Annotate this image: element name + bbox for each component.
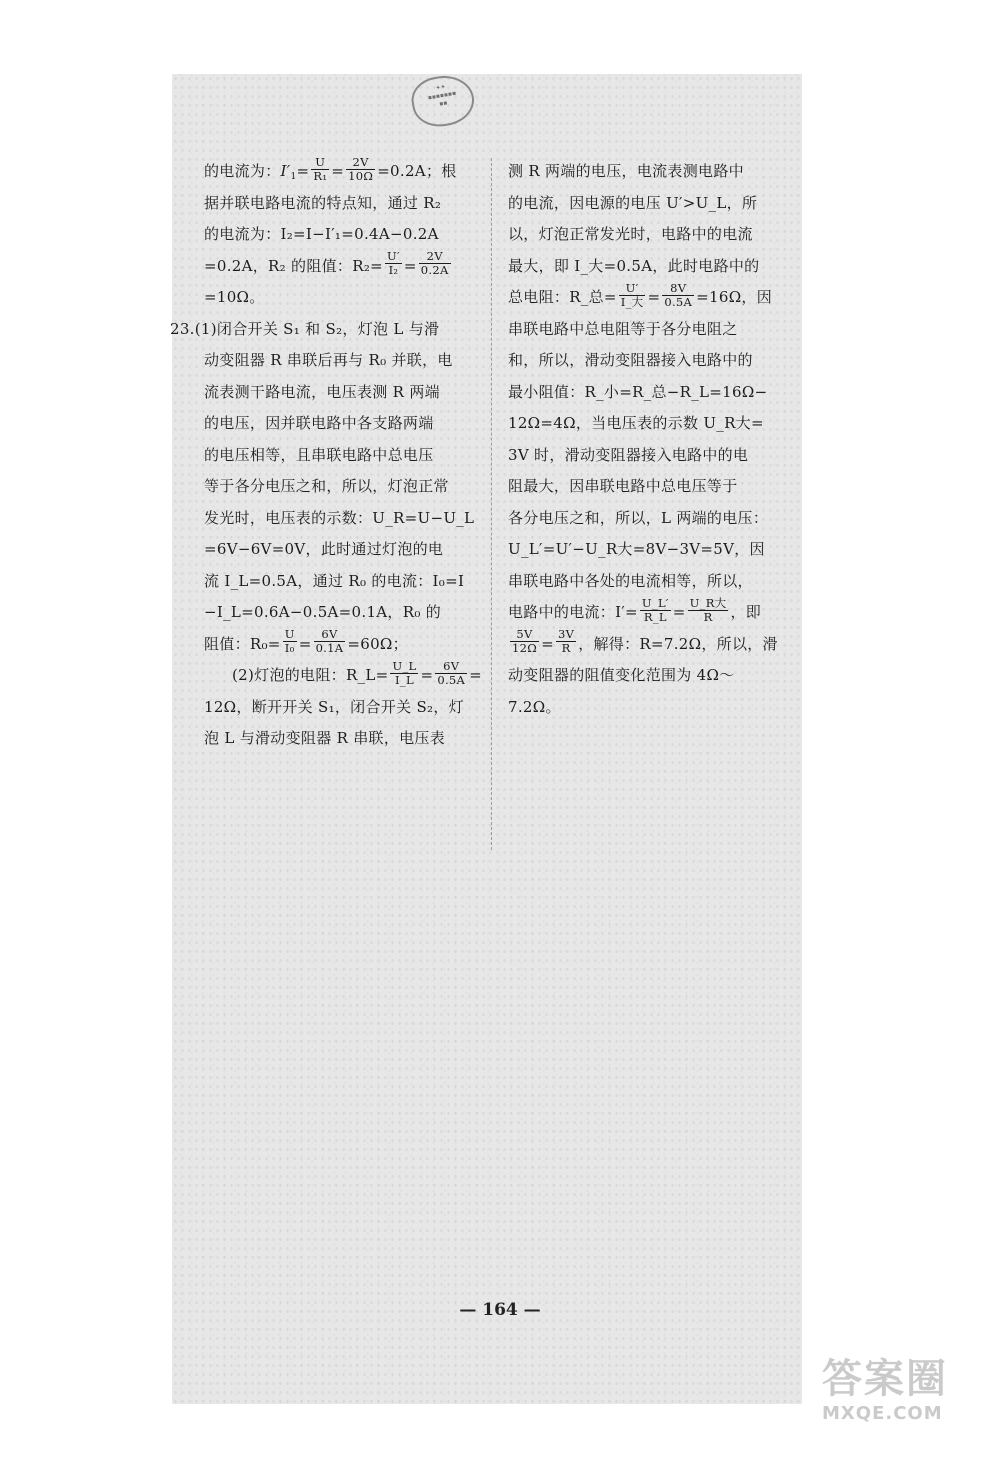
text-line: 最小阻值：R_小=R_总−R_L=16Ω− xyxy=(508,382,768,401)
text-line: $\frac{5V}{12\Omega}$ = $\frac{3V}{R}$ ，解得：R=7.2Ω，所以，滑 xyxy=(512,627,778,655)
fraction: $\frac{6V}{0.1A}$ xyxy=(315,627,344,655)
text-line: 的电压，因并联电路中各支路两端 xyxy=(204,414,434,432)
text-line: 发光时，电压表的示数：U_R=U−U_L xyxy=(204,508,475,527)
text-line: 串联电路中总电阻等于各分电阻之 xyxy=(508,319,738,338)
question-number: 23. xyxy=(170,319,195,338)
fraction: $\frac{2V}{0.2A}$ xyxy=(420,249,449,277)
fraction: $\frac{U}{\text{I₀}}$ xyxy=(284,627,295,655)
fraction: $\frac{5V}{12\Omega}$ xyxy=(512,627,538,655)
watermark-url: MXQE.COM xyxy=(822,1403,943,1424)
right-column xyxy=(508,156,778,723)
text-line: 串联电路中各处的电流相等，所以， xyxy=(508,571,753,590)
fraction: $\frac{U'}{\text{I₂}}$ xyxy=(387,249,400,277)
text-segment: =0.2A，R₂ 的阻值：R₂= xyxy=(204,256,384,275)
site-watermark xyxy=(822,1355,992,1425)
text-line: 流 I_L=0.5A，通过 R₀ 的电流：I₀=I xyxy=(204,571,465,590)
left-column xyxy=(170,154,483,755)
text-line: 12Ω，断开开关 S₁，闭合开关 S₂，灯 xyxy=(204,697,464,716)
text-line: 测 R 两端的电压，电流表测电路中 xyxy=(508,162,744,180)
text-line: 阻最大，因串联电路中总电压等于 xyxy=(508,477,738,495)
text-line: (2)灯泡的电阻：R_L= $\frac{U\_L}{I\_L}$ = $\frac{6V}{0.5A}$ = xyxy=(232,658,483,687)
page-number: — 164 — xyxy=(459,1300,541,1320)
text-line: 3V 时，滑动变阻器接入电路中的电 xyxy=(508,445,749,464)
text-line: 的电流为：$I'_1=$ $\frac{U}{\text{R₁}}$ = $\frac{2V}{10\Omega}$ =0.2A；根 xyxy=(204,154,457,183)
text-line: 12Ω=4Ω，当电压表的示数 U_R大= xyxy=(508,414,764,432)
fraction: $\frac{2V}{10\Omega}$ xyxy=(348,154,374,183)
text-line: 据并联电路电流的特点知，通过 R₂ xyxy=(204,193,442,212)
text-line: 流表测干路电流，电压表测 R 两端 xyxy=(204,382,440,401)
fraction: $\frac{6V}{0.5A}$ xyxy=(437,658,466,687)
text-line: 7.2Ω。 xyxy=(508,697,561,716)
text-line: 总电阻：R_总= $\frac{U'}{\text{I\_大}}$ = $\frac{8V}{0.5A}$ =16Ω，因 xyxy=(508,280,773,309)
text-line: 阻值：R₀= $\frac{U}{\text{I₀}}$ = $\frac{6V}{0.1A}$ =60Ω； xyxy=(204,627,408,655)
fraction: $\frac{U'}{\text{I\_大}}$ xyxy=(620,280,644,309)
watermark-logo-text: 答案圈 xyxy=(822,1356,948,1402)
text-segment: 的电流为： xyxy=(204,162,281,180)
text-line: U_L′=U′−U_R大=8V−3V=5V，因 xyxy=(508,540,765,558)
text-segment: =0.2A；根 xyxy=(377,162,457,180)
fraction: $\frac{U\_L'}{R\_L}$ xyxy=(641,595,669,624)
text-line: 等于各分电压之和，所以，灯泡正常 xyxy=(204,477,449,495)
text-line: 的电压相等，且串联电路中总电压 xyxy=(204,445,434,464)
column-divider xyxy=(491,158,492,850)
text-line: 电路中的电流：I′= $\frac{U\_L'}{R\_L}$ = $\frac{\text{U\_R大}}{R}$ ，即 xyxy=(508,595,762,624)
text-line: 的电流为：I₂=I−I′₁=0.4A−0.2A xyxy=(204,225,439,243)
fraction: $\frac{8V}{0.5A}$ xyxy=(664,280,693,309)
text-line: =0.2A，R₂ 的阻值：R₂= $\frac{U'}{\text{I₂}}$ = $\frac{2V}{0.2A}$ xyxy=(204,249,449,277)
text-line: 各分电压之和，所以，L 两端的电压： xyxy=(508,508,769,527)
text-line: −I_L=0.6A−0.5A=0.1A，R₀ 的 xyxy=(204,603,441,621)
text-line: =6V−6V=0V，此时通过灯泡的电 xyxy=(204,540,444,558)
text-line: 以，灯泡正常发光时，电路中的电流 xyxy=(508,225,753,243)
fraction: $\frac{\text{U\_R大}}{R}$ xyxy=(689,595,727,624)
library-stamp: ✦✦ ▪▪▪▪▪▪▪ ▪▪ xyxy=(408,71,478,131)
question-23-line: 23.(1)闭合开关 S₁ 和 S₂，灯泡 L 与滑 xyxy=(170,319,440,338)
text-line: 动变阻器的阻值变化范围为 4Ω～ xyxy=(508,666,735,684)
text-line: 最大，即 I_大=0.5A，此时电路中的 xyxy=(508,256,760,275)
fraction: $\frac{U}{\text{R₁}}$ xyxy=(313,154,328,183)
text-line: =10Ω。 xyxy=(204,288,265,306)
text-line: 和，所以，滑动变阻器接入电路中的 xyxy=(508,351,753,369)
text-line: 动变阻器 R 串联后再与 R₀ 并联，电 xyxy=(204,351,453,369)
fraction: $\frac{U\_L}{I\_L}$ xyxy=(392,658,417,687)
text-line: 的电流，因电源的电压 U′>U_L，所 xyxy=(508,193,758,212)
fraction: $\frac{3V}{R}$ xyxy=(557,627,575,655)
text-line: 泡 L 与滑动变阻器 R 串联，电压表 xyxy=(204,729,446,747)
